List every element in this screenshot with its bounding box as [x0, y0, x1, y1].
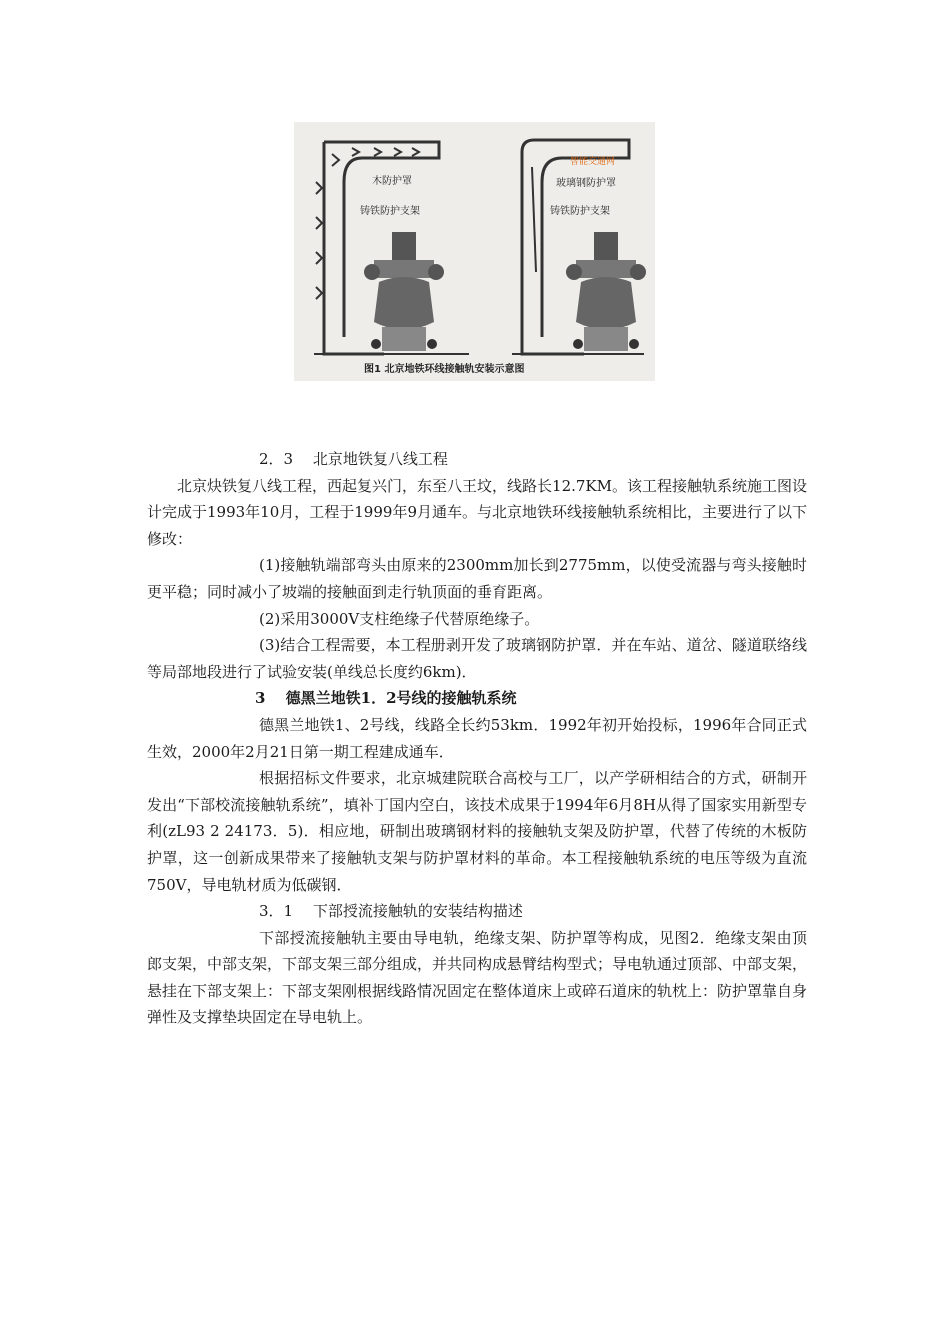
paragraph-fuba-line: 北京炔铁复八线工程，西起复兴门，东至八王坟，线路长12.7KM。该工程接触轨系统施工图设计完成于1993年10月，工程于1999年9月通车。与北京地铁环线接触轨系统相比，主要进行了以下修改： [147, 476, 807, 548]
list-item-1: (1)接触轨端部弯头由原来的2300mm加长到2775mm，以使受流器与弯头接触时更平稳；同时减小了坡端的接触面到走行轨顶面的垂育距离。 [147, 556, 807, 601]
list-item-3: (3)结合工程需要，本工程册剥开发了玻璃钢防护罩．并在车站、道岔、隧道联络线等局部地段进行了试验安装(单线总长度约6km)． [147, 636, 807, 681]
label-right-cast-iron-bracket: 铸铁防护支架 [550, 206, 610, 217]
paragraph-tehran-metro: 德黑兰地铁1、2号线，线路全长约53km．1992年初开始投标，1996年合同正式生效，2000年2月21日第一期工程建成通车． [147, 715, 807, 761]
label-wood-guard: 木防护罩 [372, 176, 412, 187]
figure-caption: 图1 北京地铁环线接触轨安装示意图 [364, 364, 525, 375]
diagram-drawing [294, 122, 655, 381]
paragraph-installation-structure: 下部授流接触轨主要由导电轨，绝缘支架、防护罩等构成，见图2．绝缘支架由顶郎支架，中部支架，下部支架三部分组成，并共同构成悬臂结构型式；导电轨通过顶部、中部支架，悬挂在下部支架上：下部支架刚根据线路情况固定在整体道床上或碎石道床的轨枕上：防护罩靠自身弹性及支撑垫块固定在导电轨上。 [147, 928, 808, 1027]
section-3-heading: 3 德黑兰地铁1．2号线的接触轨系统 [255, 689, 517, 708]
label-left-cast-iron-bracket: 铸铁防护支架 [360, 206, 420, 217]
document-body [147, 446, 807, 1031]
section-2-3-heading: 2．3 北京地铁复八线工程 [259, 450, 448, 468]
section-3-1-heading: 3．1 下部授流接触轨的安装结构描述 [259, 902, 523, 921]
watermark-logo-text: 智能交通网 [570, 157, 616, 167]
paragraph-tender-requirements: 根据招标文件要求，北京城建院联合高校与工厂，以产学研相结合的方式，研制开发出“下部校流接触轨系统”，填补丁国内空白，该技术成果于1994年6月8H从得了国家实用新型专利(zL93 2 24173．5)．相应地，研制出玻璃钢材料的接触轨支架及防护罩，代替了传统的木板防护罩，这一创新成果带来了接触轨支架与防护罩材料的革命。本工程接触轨系统的电压等级为直流750V，导电轨材质为低碳钢． [147, 769, 807, 894]
list-item-2: (2)采用3000V支柱绝缘子代替原绝缘子。 [259, 609, 540, 628]
installation-diagram-figure [294, 122, 655, 381]
label-fiberglass-guard: 玻璃钢防护罩 [556, 178, 616, 189]
